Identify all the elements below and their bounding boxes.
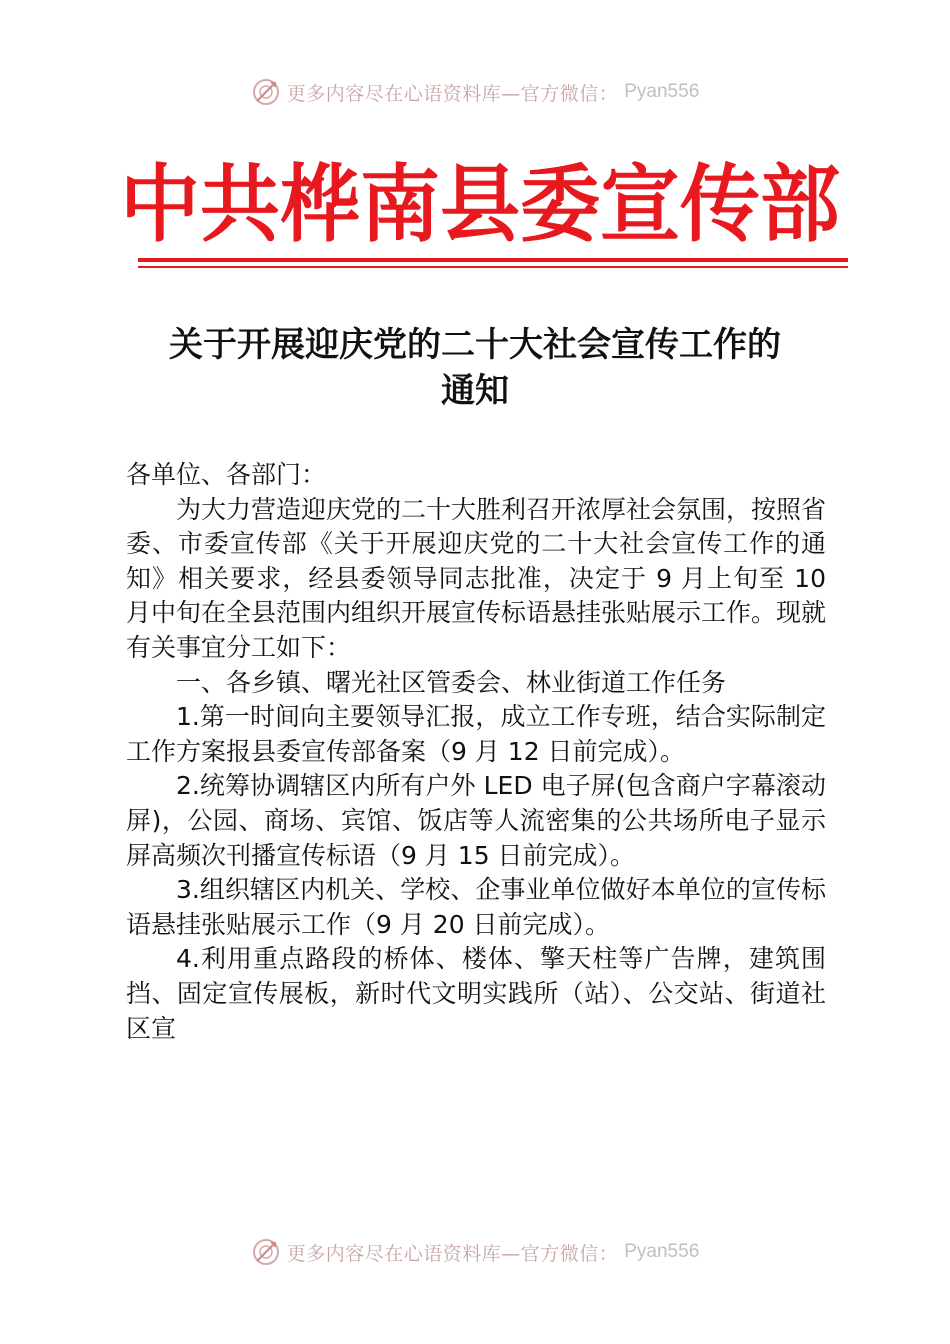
org-char: 共 (200, 155, 280, 254)
org-char: 桦 (280, 155, 360, 254)
org-char: 南 (360, 155, 440, 254)
org-char: 宣 (600, 155, 680, 254)
org-char: 中 (120, 155, 200, 254)
task-item-1: 1.第一时间向主要领导汇报，成立工作专班，结合实际制定工作方案报县委宣传部备案（9 月 12 日前完成）。 (126, 702, 826, 766)
logo-icon (251, 1237, 281, 1267)
watermark-text: 更多内容尽在心语资料库—官方微信： (286, 1242, 619, 1265)
task-item-3: 3.组织辖区内机关、学校、企事业单位做好本单位的宣传标语悬挂张贴展示工作（9 月 20 日前完成）。 (126, 875, 826, 939)
task-item-4: 4.利用重点路段的桥体、楼体、擎天柱等广告牌，建筑围挡、固定宣传展板，新时代文明实践所（站）、公交站、街道社区宣 (126, 944, 826, 1043)
section-heading: 一、各乡镇、曙光社区管委会、林业街道工作任务 (176, 667, 727, 697)
task-item-2: 2.统筹协调辖区内所有户外 LED 电子屏(包含商户字幕滚动屏)，公园、商场、宾馆、饭店等人流密集的公共场所电子显示屏高频次刊播宣传标语（9 月 15 日前完成）。 (126, 771, 826, 870)
watermark-text: 更多内容尽在心语资料库—官方微信： (286, 82, 619, 105)
document-body (126, 458, 826, 1046)
header-divider-thick (138, 258, 848, 262)
salutation: 各单位、各部门： (126, 460, 327, 489)
watermark-bottom (0, 1232, 950, 1272)
logo-icon (251, 77, 281, 107)
title-line-1: 关于开展迎庆党的二十大社会宣传工作的 (169, 325, 781, 365)
watermark-id: Pyan556 (624, 1241, 700, 1262)
header-divider-thin (138, 266, 848, 268)
org-char: 部 (760, 155, 840, 254)
org-title (120, 142, 840, 252)
document-title (120, 322, 830, 414)
watermark-top (0, 72, 950, 112)
org-char: 县 (440, 155, 520, 254)
org-char: 传 (680, 155, 760, 254)
title-line-2: 通知 (441, 371, 509, 411)
org-char: 委 (520, 155, 600, 254)
watermark-id: Pyan556 (624, 81, 700, 102)
intro-paragraph: 为大力营造迎庆党的二十大胜利召开浓厚社会氛围，按照省委、市委宣传部《关于开展迎庆党的二十大社会宣传工作的通知》相关要求，经县委领导同志批准，决定于 9 月上旬至 10 月中旬在全县范围内组织开展宣传标语悬挂张贴展示工作。现就有关事宜分工如下： (126, 494, 827, 662)
